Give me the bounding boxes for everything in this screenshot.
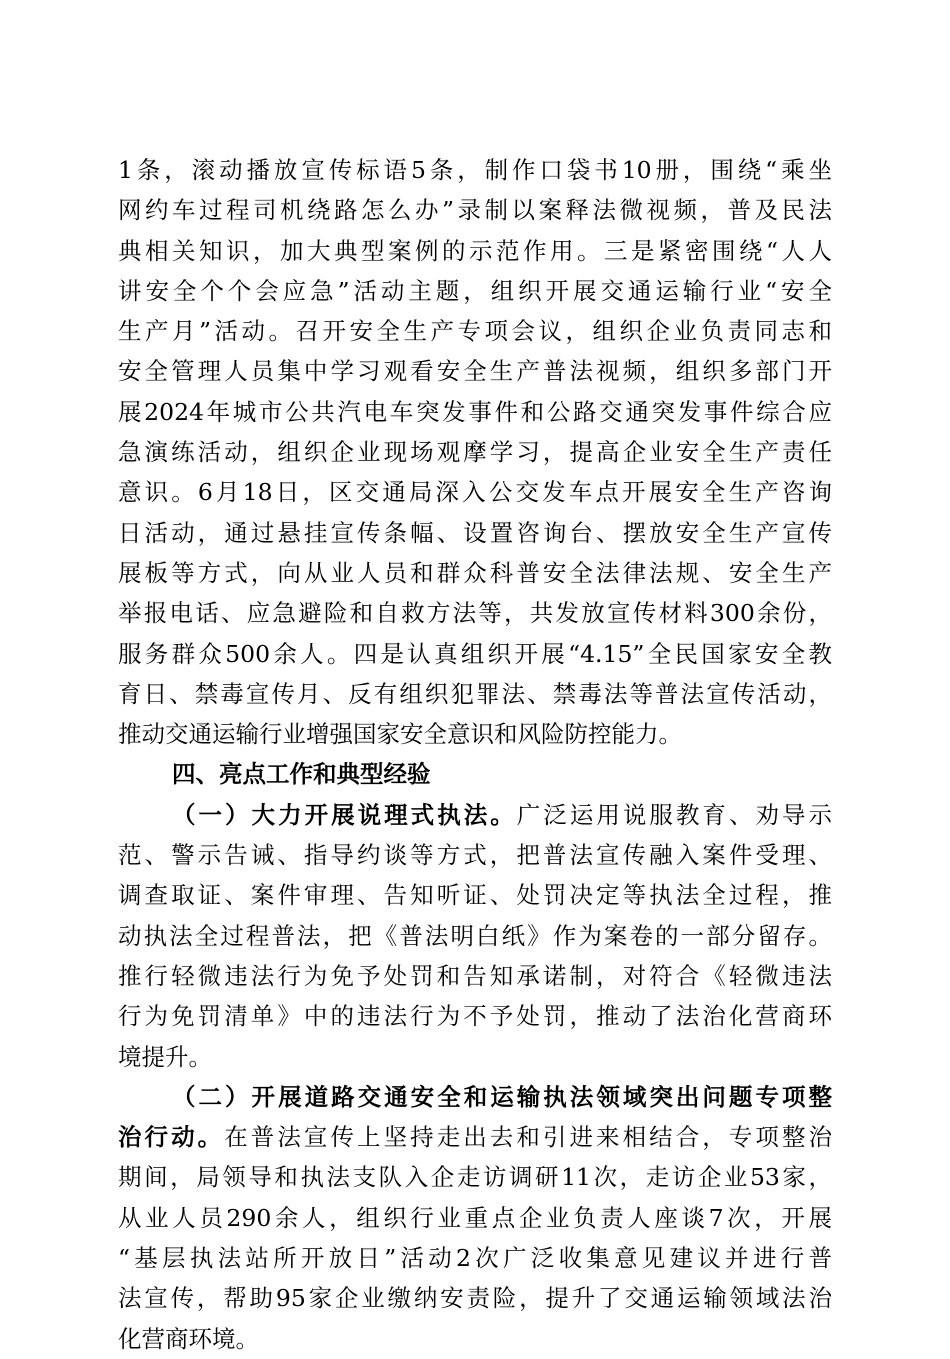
paragraph-lead: （二）开展道路交通安全和运输执法领域突出问题专项整	[172, 1082, 832, 1111]
text-line: 调查取证、案件审理、告知听证、处罚决定等执法全过程，推	[118, 881, 832, 910]
text-line: 展板等方式，向从业人员和群众科普安全法律法规、安全生产	[118, 558, 832, 587]
paragraph-second-line	[118, 1117, 832, 1157]
text-line: 展2024年城市公共汽电车突发事件和公路交通突发事件综合应	[118, 397, 832, 426]
text-line: 推动交通运输行业增强国家安全意识和风险防控能力。	[118, 720, 682, 749]
text-line: 讲安全个个会应急”活动主题，组织开展交通运输行业“安全	[118, 276, 832, 305]
text-line: 从业人员290余人，组织行业重点企业负责人座谈7次，开展	[118, 1203, 832, 1232]
text-line: “基层执法站所开放日”活动2次广泛收集意见建议并进行普	[118, 1244, 832, 1273]
text-line: 服务群众500余人。四是认真组织开展“4.15”全民国家安全教	[118, 639, 832, 668]
text-line: 育日、禁毒宣传月、反有组织犯罪法、禁毒法等普法宣传活动，	[118, 679, 832, 708]
paragraph-first-line	[118, 1077, 832, 1117]
text-line: 化营商环境。	[118, 1324, 259, 1353]
text-line: 典相关知识，加大典型案例的示范作用。三是紧密围绕“人人	[118, 236, 832, 265]
text-line: 生产月”活动。召开安全生产专项会议，组织企业负责同志和	[118, 317, 832, 346]
text-line: 网约车过程司机绕路怎么办”录制以案释法微视频，普及民法	[118, 196, 832, 225]
text-line: 境提升。	[118, 1042, 212, 1071]
paragraph-text: 广泛运用说服教育、劝导示	[516, 800, 833, 829]
text-line: 举报电话、应急避险和自救方法等，共发放宣传材料300余份，	[118, 599, 832, 628]
paragraph-first-line	[118, 795, 832, 835]
text-line: 1条，滚动播放宣传标语5条，制作口袋书10册，围绕“乘坐	[118, 156, 832, 184]
text-line: 安全管理人员集中学习观看安全生产普法视频，组织多部门开	[118, 357, 832, 386]
paragraph-lead: 治行动。	[118, 1123, 225, 1152]
body-text	[118, 150, 832, 1359]
text-line: 动执法全过程普法，把《普法明白纸》作为案卷的一部分留存。	[118, 921, 832, 950]
text-line: 法宣传，帮助95家企业缴纳安责险，提升了交通运输领域法治	[118, 1284, 832, 1313]
paragraph-text: 在普法宣传上坚持走出去和引进来相结合，专项整治	[224, 1123, 833, 1152]
text-line: 急演练活动，组织企业现场观摩学习，提高企业安全生产责任	[118, 438, 832, 467]
text-line: 行为免罚清单》中的违法行为不予处罚，推动了法治化营商环	[118, 1002, 832, 1031]
paragraph-lead: （一）大力开展说理式执法。	[172, 800, 517, 829]
section-heading: 四、亮点工作和典型经验	[172, 760, 431, 789]
text-line: 推行轻微违法行为免予处罚和告知承诺制，对符合《轻微违法	[118, 961, 832, 990]
text-line: 日活动，通过悬挂宣传条幅、设置咨询台、摆放安全生产宣传	[118, 518, 832, 547]
text-line: 意识。6月18日，区交通局深入公交发车点开展安全生产咨询	[118, 478, 832, 507]
text-line: 范、警示告诫、指导约谈等方式，把普法宣传融入案件受理、	[118, 841, 832, 870]
text-line: 期间，局领导和执法支队入企走访调研11次，走访企业53家，	[118, 1163, 832, 1192]
